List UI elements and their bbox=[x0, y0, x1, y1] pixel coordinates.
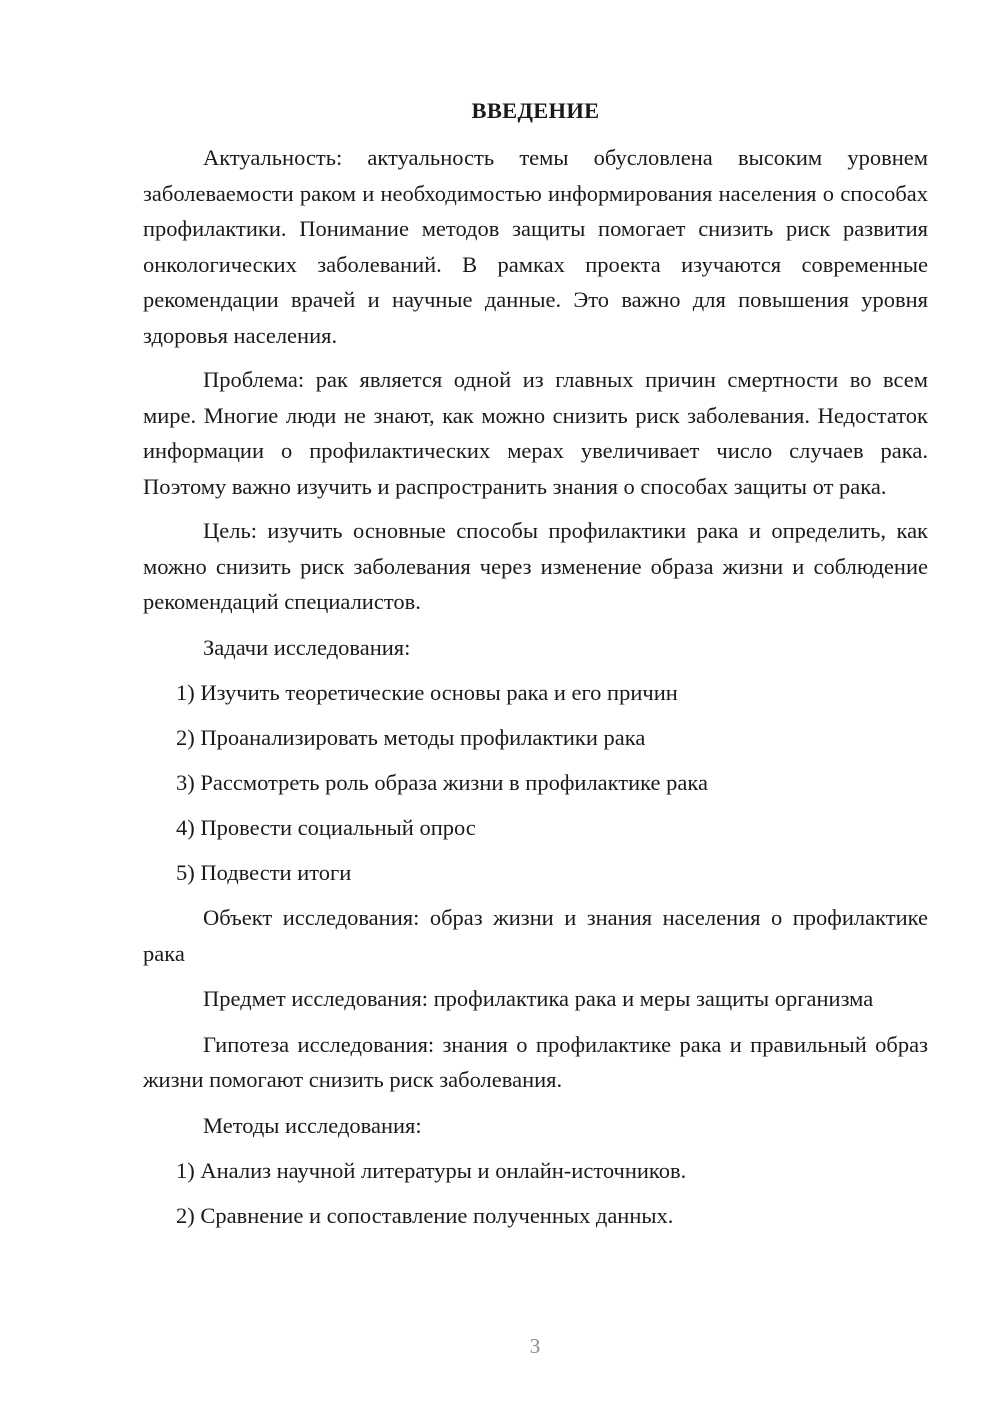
paragraph-actuality: Актуальность: актуальность темы обусловлена высоким уровнем заболеваемости раком и необходимостью информирования населения о способах профилактики. Понимание методов защиты помогает снизить риск развития онкологических заболеваний. В рамках проекта изучаются современные рекомендации врачей и научные данные. Это важно для повышения уровня здоровья населения. bbox=[143, 145, 928, 348]
task-item: 5) Подвести итоги bbox=[176, 860, 352, 885]
paragraph-goal: Цель: изучить основные способы профилактики рака и определить, как можно снизить риск заболевания через изменение образа жизни и соблюдение рекомендаций специалистов. bbox=[143, 518, 928, 614]
task-item: 4) Провести социальный опрос bbox=[176, 815, 476, 840]
section-title: ВВЕДЕНИЕ bbox=[471, 98, 600, 123]
task-item: 1) Изучить теоретические основы рака и его причин bbox=[176, 680, 678, 705]
task-item: 3) Рассмотреть роль образа жизни в профилактике рака bbox=[176, 770, 708, 795]
methods-heading: Методы исследования: bbox=[203, 1112, 422, 1138]
paragraph-object: Объект исследования: образ жизни и знания населения о профилактике рака bbox=[143, 905, 928, 966]
task-item: 2) Проанализировать методы профилактики рака bbox=[176, 725, 646, 750]
method-item: 2) Сравнение и сопоставление полученных данных. bbox=[176, 1203, 674, 1228]
method-item: 1) Анализ научной литературы и онлайн-источников. bbox=[176, 1158, 687, 1183]
document-page bbox=[143, 96, 928, 1243]
paragraph-problem: Проблема: рак является одной из главных причин смертности во всем мире. Многие люди не знают, как можно снизить риск заболевания. Недостаток информации о профилактических мерах увеличивает число случаев рака. Поэтому важно изучить и распространить знания о способах защиты от рака. bbox=[143, 367, 928, 499]
page-number: 3 bbox=[529, 1334, 541, 1358]
paragraph-hypothesis: Гипотеза исследования: знания о профилактике рака и правильный образ жизни помогают снизить риск заболевания. bbox=[143, 1031, 928, 1092]
paragraph-subject: Предмет исследования: профилактика рака и меры защиты организма bbox=[203, 986, 874, 1011]
tasks-heading: Задачи исследования: bbox=[203, 634, 411, 660]
